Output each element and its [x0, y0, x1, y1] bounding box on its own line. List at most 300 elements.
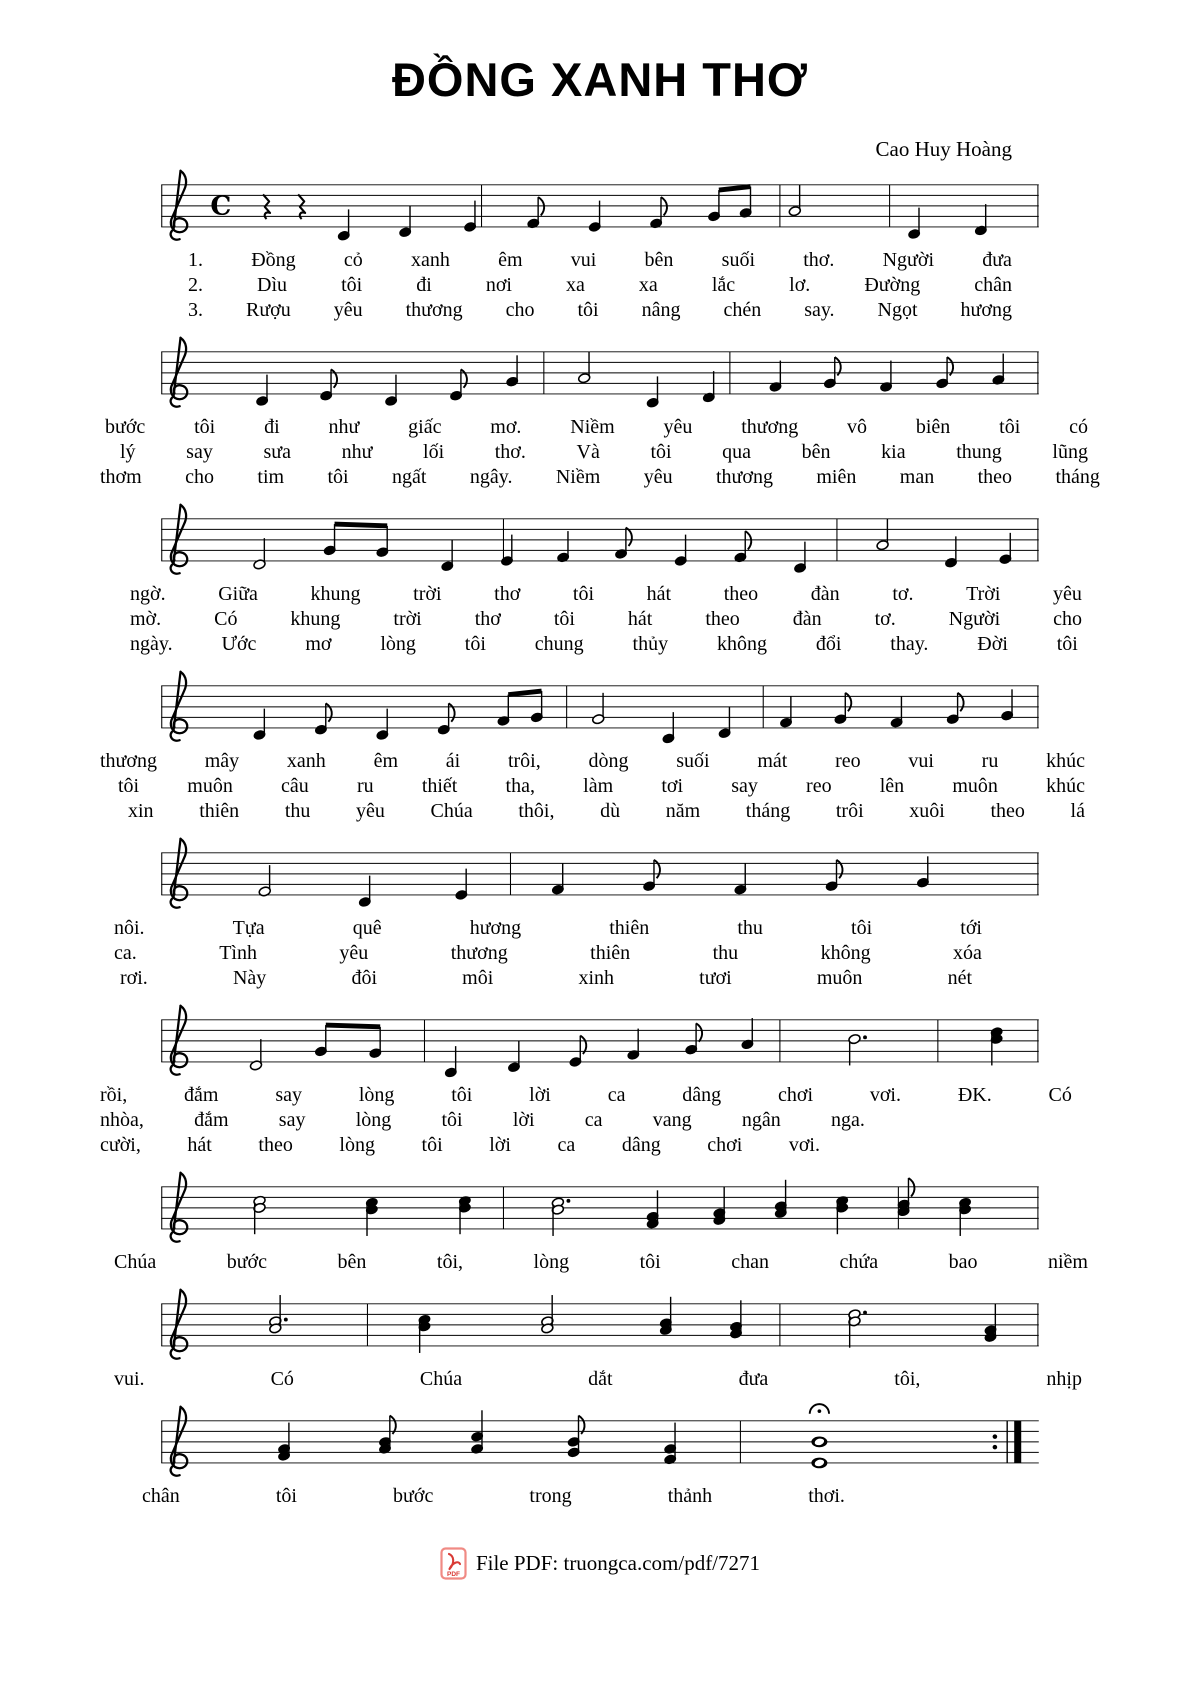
- lyrics-line: [100, 1083, 1100, 1108]
- lyric-syllable: thiên: [199, 800, 240, 822]
- lyric-syllable: reo: [835, 750, 861, 772]
- lyric-syllable: xanh: [286, 750, 326, 772]
- pdf-icon: [440, 1547, 467, 1580]
- lyric-syllable: theo: [723, 583, 759, 605]
- lyric-syllable: đưa: [982, 249, 1012, 271]
- dotted-half-note: [848, 1034, 867, 1066]
- lyric-syllable: xuôi: [909, 800, 945, 822]
- staff: [100, 1164, 1100, 1250]
- lyric-syllable: nga.: [831, 1109, 865, 1131]
- lyric-syllable: xa: [638, 274, 658, 296]
- lyric-syllable: rồi,: [100, 1084, 128, 1106]
- lyric-syllable: tôi: [275, 1485, 297, 1507]
- lyric-syllable: reo: [806, 775, 832, 797]
- lyric-syllable: tôi: [441, 1109, 463, 1131]
- quarter-note: [337, 209, 350, 241]
- lyric-syllable: Đời: [977, 633, 1008, 655]
- lyric-syllable: Tựa: [232, 917, 265, 939]
- chord-quarter-note: [713, 1187, 726, 1226]
- eighth-note: [614, 528, 631, 560]
- lyric-syllable: lời: [489, 1134, 511, 1156]
- lyric-syllable: êm: [373, 750, 398, 772]
- eighth-note: [314, 703, 331, 735]
- lyric-syllable: dù: [600, 800, 621, 822]
- lyric-syllable: đi: [264, 416, 280, 438]
- lyric-syllable: ngờ.: [130, 583, 166, 605]
- lyric-syllable: 3.: [188, 299, 203, 321]
- eighth-note: [825, 860, 842, 892]
- lyric-syllable: suối: [721, 249, 755, 271]
- staff-system-6: [100, 997, 1100, 1158]
- lyric-syllable: không: [820, 942, 871, 964]
- lyric-syllable: thương: [715, 466, 773, 488]
- lyric-syllable: tới: [960, 917, 982, 939]
- lyric-syllable: làm: [583, 775, 614, 797]
- lyric-syllable: bên: [337, 1251, 367, 1273]
- lyric-syllable: chân: [142, 1485, 180, 1507]
- lyric-syllable: đàn: [792, 608, 822, 630]
- lyric-syllable: mơ.: [490, 416, 522, 438]
- song-title: ĐỒNG XANH THƠ: [391, 53, 809, 106]
- lyrics-line: [100, 1250, 1100, 1275]
- quarter-note: [992, 354, 1005, 386]
- lyric-syllable: hát: [187, 1134, 212, 1156]
- lyrics-line: [100, 799, 1100, 824]
- chord-eighth-note: [567, 1416, 584, 1458]
- lyric-syllable: tim: [257, 466, 285, 488]
- lyric-syllable: bước: [226, 1251, 268, 1273]
- lyrics-line: [100, 415, 1100, 440]
- lyrics-line: [100, 465, 1100, 490]
- lyrics-line: [100, 916, 1100, 941]
- lyric-syllable: vui: [570, 249, 597, 271]
- lyric-syllable: sưa: [263, 441, 291, 463]
- lyric-syllable: dắt: [588, 1368, 613, 1390]
- quarter-note: [1001, 689, 1014, 721]
- svg-text:PDF: PDF: [446, 1571, 460, 1578]
- lyric-syllable: ru: [981, 750, 999, 772]
- lyric-syllable: tha,: [505, 775, 535, 797]
- treble-clef-icon: [171, 1173, 188, 1242]
- lyric-syllable: giấc: [408, 416, 442, 438]
- lyric-syllable: muôn: [952, 775, 998, 797]
- lyric-syllable: hương: [469, 917, 522, 939]
- quarter-note: [779, 696, 792, 728]
- lyric-syllable: thơ: [494, 583, 521, 605]
- lyric-syllable: có: [1069, 416, 1088, 438]
- lyric-syllable: tháng: [1055, 466, 1100, 488]
- lyric-syllable: nhịp: [1046, 1368, 1082, 1390]
- lyric-syllable: trôi: [835, 800, 864, 822]
- lyric-syllable: chung: [534, 633, 584, 655]
- lyric-syllable: theo: [258, 1134, 293, 1156]
- lyric-syllable: Có: [214, 608, 238, 630]
- eighth-note: [734, 531, 751, 563]
- half-note: [876, 519, 889, 551]
- lyric-syllable: thương: [405, 299, 463, 321]
- lyric-syllable: yêu: [333, 299, 363, 321]
- lyric-syllable: dâng: [682, 1084, 722, 1106]
- treble-clef-icon: [171, 672, 188, 741]
- lyric-syllable: tơi: [661, 775, 684, 797]
- lyrics-line: [100, 248, 1100, 273]
- quarter-note: [376, 709, 389, 741]
- staff: [100, 1281, 1100, 1367]
- staff-system-2: [100, 329, 1100, 490]
- chord-quarter-note: [729, 1300, 742, 1339]
- lyric-syllable: đắm: [194, 1109, 229, 1131]
- chord-quarter-note: [958, 1197, 971, 1236]
- quarter-note: [702, 371, 715, 403]
- lyric-syllable: ĐK.: [957, 1084, 992, 1106]
- lyric-syllable: nâng: [641, 299, 681, 321]
- treble-clef-icon: [171, 839, 188, 908]
- lyric-syllable: thu: [712, 942, 739, 964]
- lyric-syllable: 1.: [188, 249, 203, 271]
- lyric-syllable: thay.: [890, 633, 929, 655]
- lyric-syllable: lũng: [1052, 441, 1088, 463]
- lyric-syllable: thương: [741, 416, 799, 438]
- lyric-syllable: yêu: [356, 800, 385, 822]
- lyric-syllable: say: [731, 775, 758, 797]
- lyric-syllable: lòng: [358, 1084, 395, 1106]
- lyric-syllable: hát: [627, 608, 653, 630]
- lyric-syllable: thơ.: [494, 441, 526, 463]
- lyric-syllable: chơi: [778, 1084, 814, 1106]
- chord-quarter-note: [836, 1195, 849, 1234]
- lyric-syllable: qua: [722, 441, 752, 463]
- lyric-syllable: Và: [576, 441, 600, 463]
- lyric-syllable: Ngọt: [877, 299, 918, 321]
- lyric-syllable: thơ.: [803, 249, 835, 271]
- lyric-syllable: tôi: [851, 917, 873, 939]
- lyrics-line: [100, 582, 1100, 607]
- eighth-note: [320, 369, 337, 401]
- lyric-syllable: tôi: [553, 608, 575, 630]
- lyrics-line: [100, 298, 1100, 323]
- lyric-syllable: trời: [413, 583, 442, 605]
- lyric-syllable: mây: [204, 750, 240, 772]
- lyric-syllable: rơi.: [120, 967, 148, 989]
- lyric-syllable: Giữa: [218, 583, 258, 605]
- chord-quarter-note: [418, 1314, 431, 1353]
- lyrics-line: [100, 607, 1100, 632]
- lyric-syllable: Chúa: [114, 1251, 157, 1273]
- lyric-syllable: thơm: [100, 466, 142, 488]
- lyrics-line: [100, 966, 1100, 991]
- lyric-syllable: xin: [128, 800, 154, 822]
- lyric-syllable: theo: [990, 800, 1025, 822]
- chord-quarter-note: [664, 1423, 677, 1465]
- quarter-note: [879, 361, 892, 393]
- lyric-syllable: xa: [565, 274, 585, 296]
- lyric-syllable: thủy: [632, 633, 669, 655]
- lyric-syllable: lời: [529, 1084, 551, 1106]
- lyric-syllable: niềm: [1047, 1251, 1088, 1273]
- quarter-note: [974, 204, 987, 236]
- lyric-syllable: bên: [801, 441, 831, 463]
- staff-system-7: [100, 1164, 1100, 1275]
- staff: [100, 997, 1100, 1083]
- quarter-note: [741, 1018, 754, 1050]
- lyric-syllable: Đồng: [251, 249, 296, 271]
- quarter-note: [999, 533, 1012, 565]
- staff-system-1: [100, 162, 1100, 323]
- chord-quarter-note: [659, 1297, 672, 1336]
- lyric-syllable: xanh: [411, 249, 450, 271]
- chord-quarter-note: [990, 1027, 1003, 1066]
- lyric-syllable: man: [899, 466, 935, 488]
- lyric-syllable: lý: [120, 441, 136, 463]
- lyric-syllable: yêu: [663, 416, 693, 438]
- treble-clef-icon: [171, 505, 188, 574]
- sheet-music-page: [100, 0, 1100, 1580]
- lyric-syllable: chơi: [707, 1134, 743, 1156]
- quarter-note: [507, 1041, 520, 1073]
- chord-quarter-note: [646, 1190, 659, 1229]
- lyric-syllable: miên: [816, 466, 857, 488]
- quarter-note: [734, 863, 747, 895]
- lyric-syllable: thơ: [474, 608, 501, 630]
- lyric-syllable: tôi: [194, 416, 216, 438]
- lyrics-line: [100, 632, 1100, 657]
- lyrics-line: [100, 1133, 1100, 1158]
- lyric-syllable: đưa: [738, 1368, 769, 1390]
- lyric-syllable: tôi: [577, 299, 599, 321]
- quarter-note: [256, 375, 269, 407]
- lyric-syllable: đôi: [351, 967, 377, 989]
- lyric-syllable: ngây.: [469, 466, 513, 488]
- lyric-syllable: Ước: [221, 633, 257, 655]
- lyric-syllable: nôi.: [114, 917, 145, 939]
- lyric-syllable: Người: [948, 608, 1001, 630]
- chord-quarter-note: [774, 1180, 787, 1219]
- lyric-syllable: mờ.: [130, 608, 162, 630]
- quarter-note: [769, 361, 782, 393]
- staff: [100, 830, 1100, 916]
- quarter-note: [557, 531, 570, 563]
- eighth-note: [449, 369, 466, 401]
- lyric-syllable: say: [186, 441, 213, 463]
- quarter-note: [253, 709, 266, 741]
- lyric-syllable: môi: [462, 967, 494, 989]
- chord-half-note: [253, 1195, 266, 1234]
- lyric-syllable: Này: [232, 967, 267, 989]
- lyric-syllable: thung: [956, 441, 1002, 463]
- lyric-syllable: lời: [512, 1109, 535, 1131]
- lyric-syllable: khúc: [1046, 775, 1085, 797]
- lyric-syllable: vang: [652, 1109, 692, 1131]
- lyric-syllable: tôi: [572, 583, 595, 605]
- lyric-syllable: trời: [393, 608, 422, 630]
- lyric-syllable: chén: [723, 299, 762, 321]
- lyric-syllable: nét: [947, 967, 972, 989]
- lyric-syllable: Đường: [864, 274, 921, 296]
- lyric-syllable: tôi: [451, 1084, 473, 1106]
- composer-credit: Cao Huy Hoàng: [875, 137, 1012, 161]
- quarter-note: [506, 355, 519, 387]
- lyric-syllable: yêu: [643, 466, 673, 488]
- pdf-link[interactable]: File PDF: truongca.com/pdf/7271: [475, 1551, 761, 1575]
- lyric-syllable: ca: [584, 1109, 603, 1131]
- lyric-syllable: thôi,: [518, 800, 555, 822]
- eighth-note: [946, 693, 963, 725]
- lyric-syllable: Dìu: [257, 274, 288, 296]
- lyric-syllable: như: [341, 441, 373, 463]
- lyric-syllable: bên: [644, 249, 674, 271]
- treble-clef-icon: [171, 1006, 188, 1075]
- lyric-syllable: hương: [960, 299, 1012, 321]
- lyrics-line: [100, 1108, 1100, 1133]
- lyric-syllable: ngất: [392, 466, 427, 488]
- lyric-syllable: tôi: [464, 633, 486, 655]
- lyric-syllable: lòng: [339, 1134, 375, 1156]
- quarter-note: [627, 1029, 640, 1061]
- eighth-note: [437, 703, 454, 735]
- lyrics-line: [100, 1367, 1100, 1392]
- quarter-note: [890, 696, 903, 728]
- lyric-syllable: êm: [498, 249, 523, 271]
- lyric-syllable: lòng: [355, 1109, 392, 1131]
- lyric-syllable: thu: [737, 917, 763, 939]
- lyric-syllable: Trời: [966, 583, 1001, 605]
- half-note: [788, 185, 801, 217]
- lyric-syllable: cho: [185, 466, 214, 488]
- lyric-syllable: yêu: [339, 942, 369, 964]
- lyric-syllable: khung: [310, 583, 361, 605]
- quarter-note: [551, 863, 564, 895]
- lyric-syllable: tôi: [639, 1251, 661, 1273]
- lyric-syllable: nơi: [485, 274, 512, 296]
- lyric-syllable: nhòa,: [100, 1109, 144, 1131]
- lyric-syllable: tôi: [341, 274, 363, 296]
- lyric-syllable: cười,: [100, 1134, 141, 1156]
- lyric-syllable: hát: [646, 583, 672, 605]
- treble-clef-icon: [171, 1290, 188, 1359]
- lyrics-line: [100, 749, 1100, 774]
- chord-quarter-note: [984, 1304, 997, 1343]
- lyric-syllable: lối: [423, 441, 445, 463]
- quarter-note: [944, 536, 957, 568]
- lyric-syllable: theo: [705, 608, 740, 630]
- lyrics-line: [100, 440, 1100, 465]
- lyric-syllable: đổi: [815, 633, 842, 655]
- staff: [100, 663, 1100, 749]
- lyric-syllable: lòng: [533, 1251, 570, 1273]
- quarter-note: [793, 542, 806, 574]
- score: [100, 162, 1100, 1509]
- quarter-note: [908, 208, 921, 240]
- treble-clef-icon: [171, 171, 188, 240]
- lyric-syllable: đắm: [184, 1084, 219, 1106]
- lyric-syllable: muôn: [816, 967, 863, 989]
- lyric-syllable: tơ.: [892, 583, 914, 605]
- lyric-syllable: quê: [352, 917, 382, 939]
- lyric-syllable: đi: [416, 274, 432, 296]
- staff-system-3: [100, 496, 1100, 657]
- half-note: [253, 538, 266, 570]
- lyric-syllable: ái: [445, 750, 461, 772]
- fermata-icon: [810, 1404, 829, 1414]
- quarter-note: [441, 540, 454, 572]
- lyric-syllable: thiết: [421, 775, 458, 797]
- half-note: [258, 865, 271, 897]
- lyric-syllable: Rượu: [245, 299, 291, 321]
- staff: [100, 329, 1100, 415]
- treble-clef-icon: [171, 338, 188, 407]
- lyric-syllable: vui: [908, 750, 934, 772]
- lyric-syllable: cỏ: [343, 249, 363, 271]
- lyric-syllable: Có: [270, 1368, 294, 1390]
- lyric-syllable: không: [716, 633, 767, 655]
- lyric-syllable: câu: [281, 775, 309, 797]
- lyric-syllable: vô: [847, 416, 868, 438]
- lyric-syllable: tôi,: [436, 1251, 464, 1273]
- lyric-syllable: Chúa: [419, 1368, 463, 1390]
- lyric-syllable: tôi: [421, 1134, 443, 1156]
- staff: [100, 162, 1100, 248]
- lyric-syllable: khung: [290, 608, 341, 630]
- lyric-syllable: lòng: [380, 633, 416, 655]
- quarter-note: [385, 375, 398, 407]
- quarter-note: [718, 707, 731, 739]
- quarter-rest-icon: [298, 194, 305, 219]
- staff: [100, 1398, 1100, 1484]
- lyric-syllable: dâng: [621, 1134, 661, 1156]
- lyric-syllable: thu: [284, 800, 311, 822]
- lyric-syllable: lắc: [711, 274, 736, 296]
- lyric-syllable: tôi: [327, 466, 349, 488]
- lyric-syllable: lên: [879, 775, 905, 797]
- eighth-note: [650, 197, 667, 229]
- chord-eighth-note: [378, 1416, 395, 1455]
- lyric-syllable: Niềm: [555, 466, 601, 488]
- lyric-syllable: mơ: [305, 633, 332, 655]
- lyric-syllable: tháng: [745, 800, 791, 822]
- lyric-syllable: tươi: [699, 967, 732, 989]
- lyric-syllable: xinh: [578, 967, 614, 989]
- lyric-syllable: thương: [100, 750, 157, 772]
- lyric-syllable: cho: [1053, 608, 1082, 630]
- lyric-syllable: say.: [804, 299, 835, 321]
- staff-system-8: [100, 1281, 1100, 1392]
- staff-system-4: [100, 663, 1100, 824]
- staff: [100, 496, 1100, 582]
- lyric-syllable: ngày.: [130, 633, 173, 655]
- lyric-syllable: suối: [676, 750, 710, 772]
- chord-quarter-note: [365, 1197, 378, 1236]
- lyric-syllable: chứa: [839, 1251, 879, 1273]
- treble-clef-icon: [171, 1407, 188, 1476]
- lyric-syllable: chân: [974, 274, 1012, 296]
- footer: [100, 1547, 1100, 1580]
- quarter-rest-icon: [263, 194, 270, 219]
- lyric-syllable: ru: [356, 775, 374, 797]
- quarter-note: [358, 876, 371, 908]
- chord-quarter-note: [471, 1410, 484, 1454]
- lyrics-line: [100, 273, 1100, 298]
- chord-dotted-half-note: [551, 1197, 570, 1236]
- lyric-syllable: thảnh: [667, 1485, 713, 1507]
- lyric-syllable: Chúa: [430, 800, 473, 822]
- lyric-syllable: lơ.: [789, 274, 811, 296]
- lyric-syllable: yêu: [1053, 583, 1082, 605]
- lyric-syllable: bước: [105, 416, 146, 438]
- lyric-syllable: như: [328, 416, 360, 438]
- lyric-syllable: bao: [948, 1251, 978, 1273]
- quarter-note: [399, 206, 412, 238]
- lyric-syllable: trong: [529, 1485, 572, 1507]
